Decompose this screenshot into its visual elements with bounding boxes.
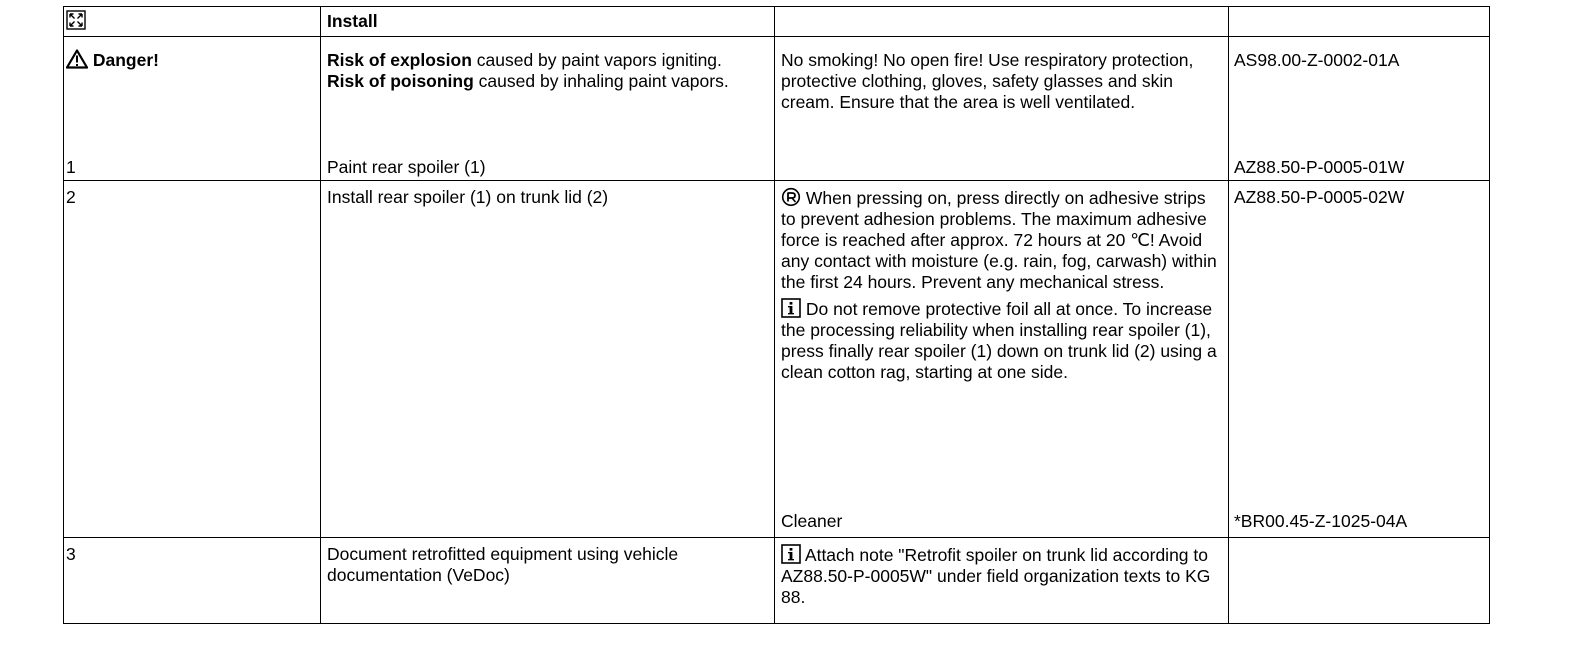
header-title: Install <box>327 11 378 31</box>
step-note-cell <box>781 544 1221 608</box>
step-text: Document retrofitted equipment using vehicle documentation (VeDoc) <box>327 544 679 585</box>
header-row-divider <box>63 36 1489 37</box>
step-number: 2 <box>66 187 76 207</box>
row-divider <box>63 180 1489 181</box>
table-border-left <box>63 6 64 624</box>
step-number: 3 <box>66 544 76 564</box>
step-note-cell <box>781 187 1221 383</box>
step-reference: AZ88.50-P-0005-02W <box>1234 187 1405 207</box>
table-border-bottom <box>63 623 1489 624</box>
note-vedoc <box>781 544 1221 608</box>
column-divider <box>1228 6 1229 624</box>
step-reference: AZ88.50-P-0005-01W <box>1234 157 1405 177</box>
note-pressing-text: When pressing on, press directly on adhesive strips to prevent adhesion problems. The maximum adhesive force is reached after approx. 72 hours at 20 ℃! Avoid any contact with moisture (e.g. rain, fog, carwash) within the first 24 hours. Prevent any mechanical stress. <box>781 188 1217 292</box>
row-divider <box>63 537 1489 538</box>
danger-label: Danger! <box>92 50 159 70</box>
note-vedoc-text: Attach note "Retrofit spoiler on trunk lid according to AZ88.50-P-0005W" under field organization texts to KG 88. <box>781 545 1211 607</box>
notice-hand-icon <box>781 187 801 207</box>
info-icon <box>781 544 801 564</box>
material-reference: *BR00.45-Z-1025-04A <box>1234 511 1408 531</box>
material-name: Cleaner <box>781 511 843 531</box>
danger-label-cell <box>66 49 159 71</box>
note-protective-foil-text: Do not remove protective foil all at once. To increase the processing reliability when installing rear spoiler (1), press finally rear spoiler (1) down on trunk lid (2) using a clean cotton rag, starting at one side. <box>781 299 1217 382</box>
risk-poisoning-cause: caused by inhaling paint vapors. <box>473 71 729 91</box>
table-border-right <box>1489 6 1490 624</box>
column-divider <box>774 6 775 624</box>
risk-explosion-cause: caused by paint vapors igniting. <box>471 50 722 70</box>
risk-explosion: Risk of explosion <box>327 50 472 70</box>
danger-measure-text: No smoking! No open fire! Use respiratory protection, protective clothing, gloves, safety glasses and skin cream. Ensure that the area is well ventilated. <box>781 50 1194 112</box>
note-protective-foil <box>781 298 1221 383</box>
header-icon-cell <box>66 10 86 32</box>
info-icon <box>781 298 801 318</box>
note-pressing <box>781 187 1221 293</box>
column-divider <box>320 6 321 624</box>
install-symbol-icon <box>66 10 86 30</box>
danger-risk-text <box>327 50 762 92</box>
step-number: 1 <box>66 157 76 177</box>
danger-reference: AS98.00-Z-0002-01A <box>1234 50 1400 70</box>
table-border-top <box>63 6 1489 7</box>
risk-poisoning: Risk of poisoning <box>327 71 474 91</box>
step-text: Paint rear spoiler (1) <box>327 157 486 177</box>
step-text: Install rear spoiler (1) on trunk lid (2) <box>327 187 609 207</box>
warning-triangle-icon <box>66 49 88 69</box>
